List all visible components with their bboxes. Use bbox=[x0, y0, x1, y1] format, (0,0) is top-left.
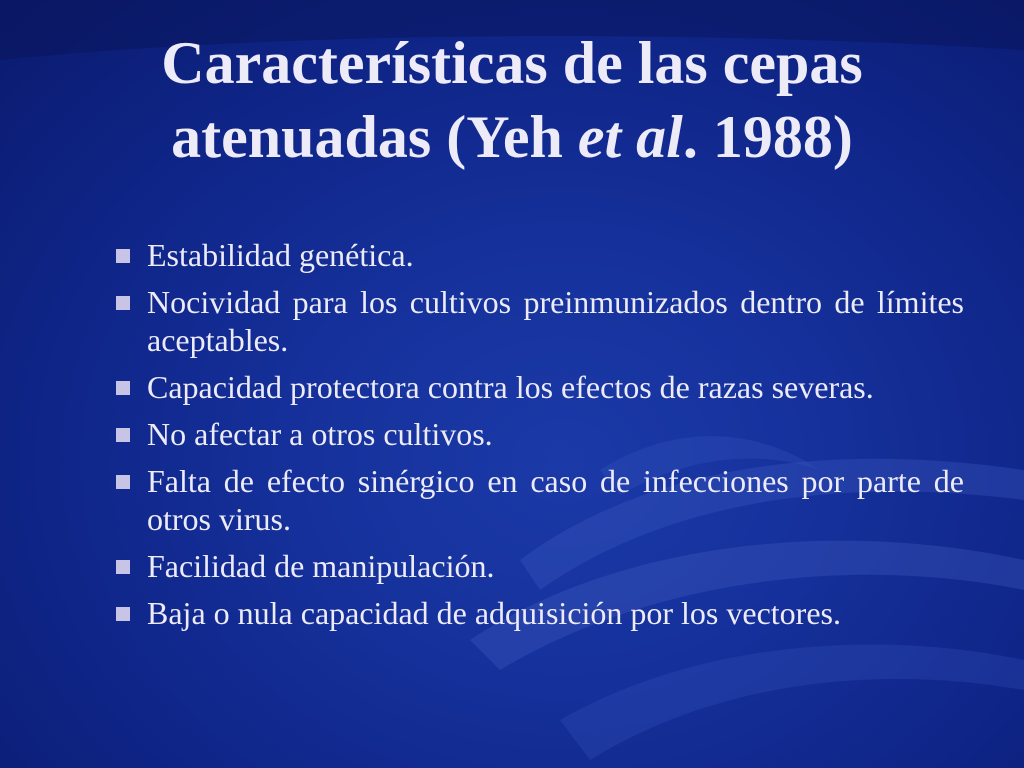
bullet-item bbox=[116, 547, 964, 585]
square-bullet-icon bbox=[116, 296, 130, 310]
square-bullet-icon bbox=[116, 381, 130, 395]
bullet-item bbox=[116, 594, 964, 632]
bullet-text: Facilidad de manipulación. bbox=[147, 548, 495, 584]
square-bullet-icon bbox=[116, 475, 130, 489]
title-italic-text: et al bbox=[577, 104, 683, 170]
title-text: Características de las cepas atenuadas (Yeh bbox=[161, 30, 863, 170]
bullet-text: Baja o nula capacidad de adquisición por los vectores. bbox=[147, 595, 841, 631]
square-bullet-icon bbox=[116, 249, 130, 263]
bullet-text: Capacidad protectora contra los efectos de razas severas. bbox=[147, 369, 874, 405]
bullet-list bbox=[116, 236, 964, 641]
slide-title bbox=[40, 26, 984, 174]
square-bullet-icon bbox=[116, 607, 130, 621]
square-bullet-icon bbox=[116, 428, 130, 442]
square-bullet-icon bbox=[116, 560, 130, 574]
bullet-text: No afectar a otros cultivos. bbox=[147, 416, 493, 452]
title-text-end: . 1988) bbox=[682, 104, 853, 170]
bullet-text: Nocividad para los cultivos preinmunizados dentro de límites aceptables. bbox=[147, 284, 964, 358]
bullet-text: Falta de efecto sinérgico en caso de infecciones por parte de otros virus. bbox=[147, 463, 964, 537]
bullet-item bbox=[116, 462, 964, 538]
bullet-item bbox=[116, 236, 964, 274]
bullet-item bbox=[116, 368, 964, 406]
bullet-item bbox=[116, 283, 964, 359]
bullet-item bbox=[116, 415, 964, 453]
bullet-text: Estabilidad genética. bbox=[147, 237, 414, 273]
